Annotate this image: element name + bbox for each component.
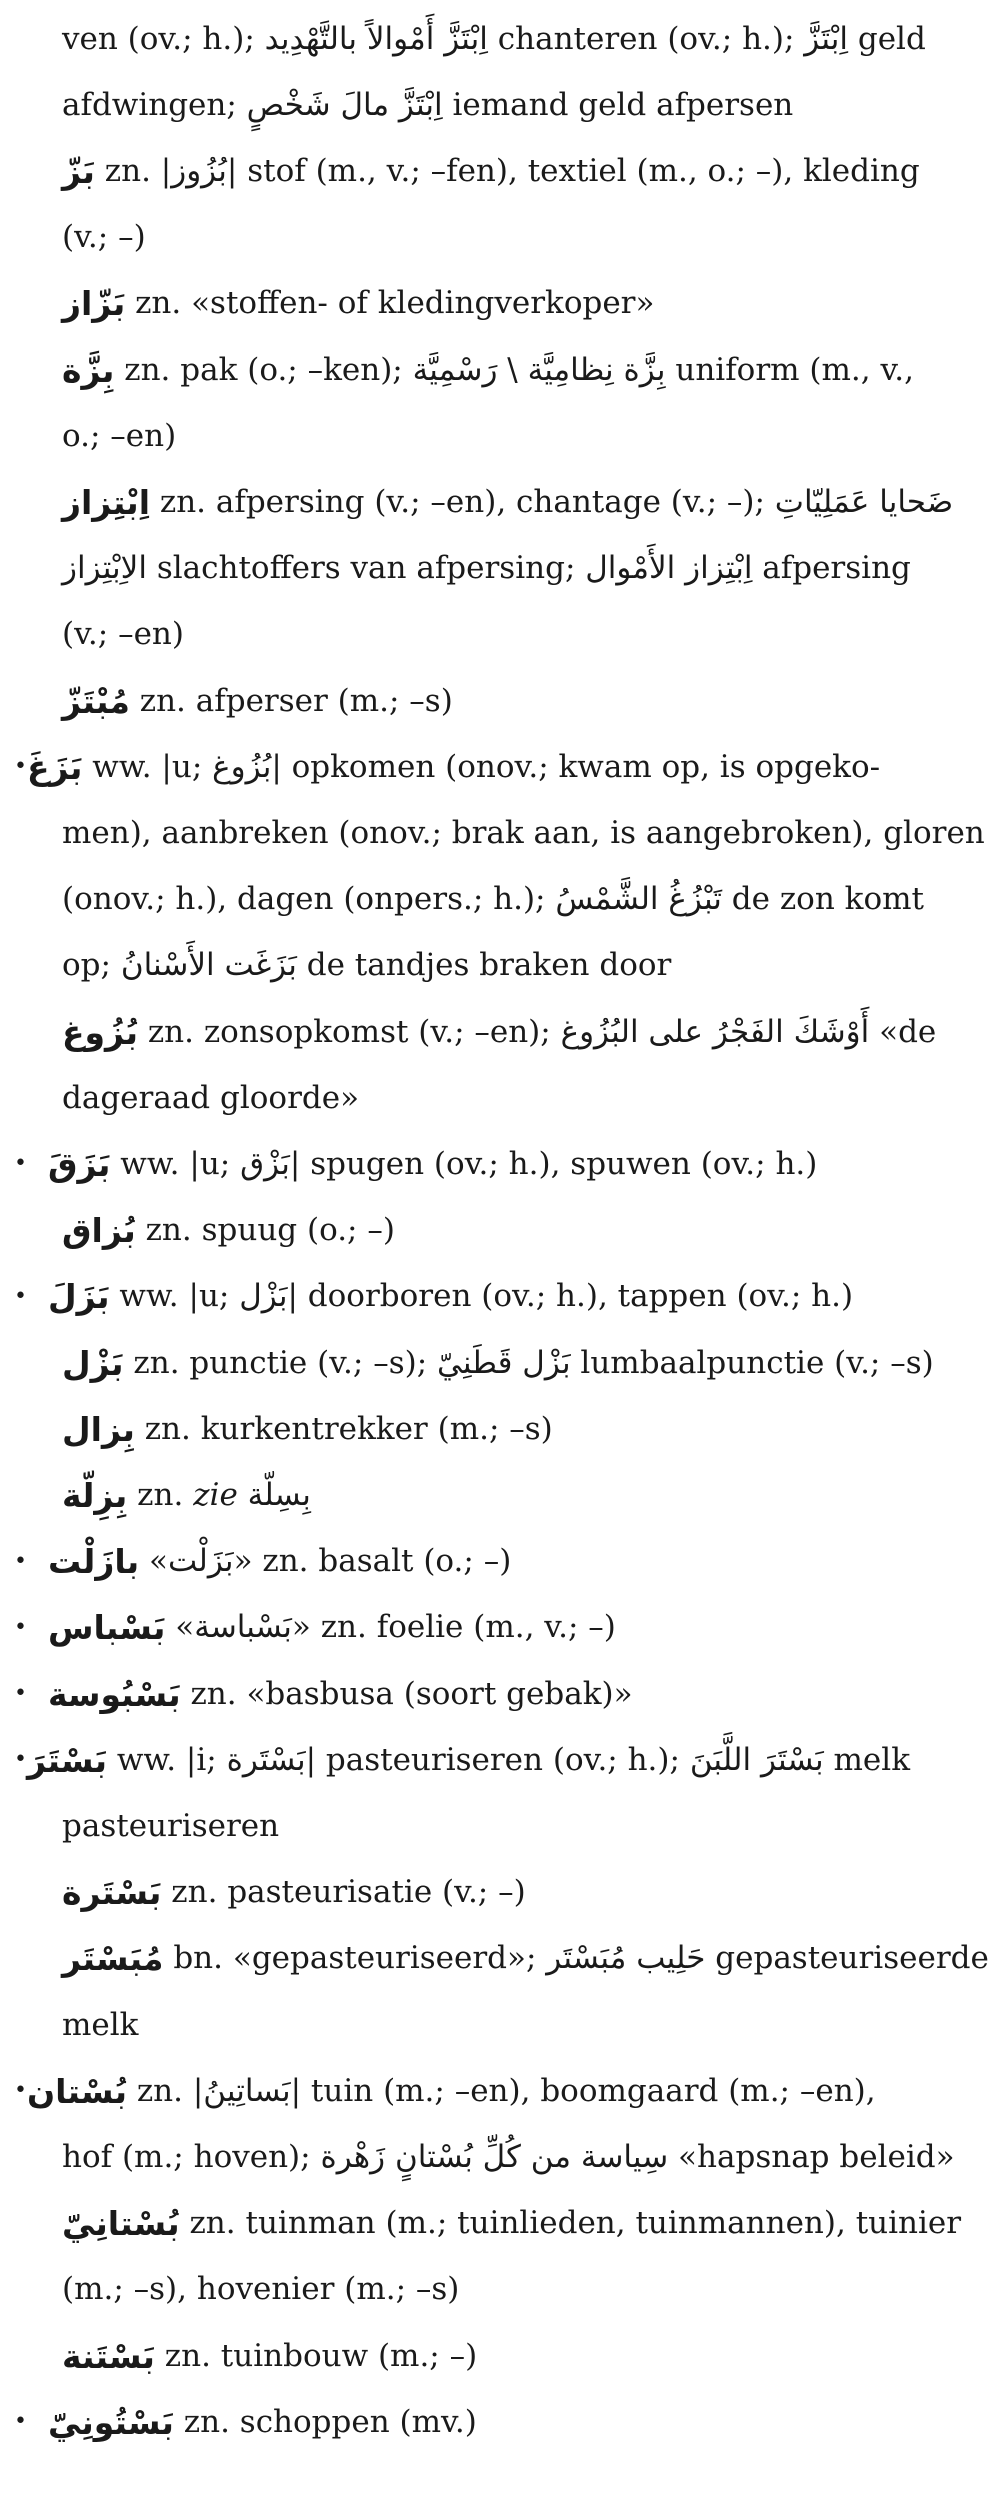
headword: اِبْتِزاز [62, 482, 151, 522]
dictionary-line [0, 600, 922, 670]
definition-text: | pasteuriseren (ov.; h.); [305, 1741, 690, 1778]
headword: بَسْتَنة [62, 2336, 155, 2376]
arabic-text: اِبْتِزاز الأَمْوال [585, 550, 753, 587]
headword: مُبَسْتَر [62, 1939, 164, 1979]
dictionary-line [0, 4, 926, 74]
definition-text: zn. tuinbouw (m.; –) [154, 2337, 478, 2374]
definition-text: zn. «stoffen- of kledingverkoper» [125, 285, 655, 322]
headword: بِزِلّة [62, 1475, 128, 1515]
headword: بَسْتَرَ [26, 1740, 107, 1780]
arabic-text: بَزْل [239, 1278, 288, 1315]
definition-text: | stof (m., v.; –fen), textiel (m., o.; –), kleding [226, 152, 920, 189]
dictionary-line [0, 1659, 874, 1729]
dictionary-line [0, 2056, 874, 2126]
definition-text: ww. |i; [106, 1741, 227, 1778]
arabic-text: اِبْتَزَّ [804, 20, 848, 57]
dictionary-line [0, 2321, 922, 2391]
dictionary-line [0, 1527, 874, 1597]
dictionary-line [0, 1593, 874, 1663]
headword: بُسْتان [26, 2071, 127, 2111]
dictionary-line [0, 1990, 922, 2060]
definition-text: zn. tuinman (m.; tuinlieden, tuinmannen), tuinier [179, 2205, 962, 2242]
definition-text: zn. [127, 1476, 194, 1513]
definition-text: uniform (m., v., [665, 351, 914, 388]
definition-text: zn. punctie (v.; –s); [123, 1344, 438, 1381]
definition-text: | doorboren (ov.; h.), tappen (ov.; h.) [287, 1278, 854, 1315]
definition-text: zn. spuug (o.; –) [135, 1212, 395, 1249]
dictionary-line [0, 70, 922, 140]
definition-text: zn. schoppen (mv.) [173, 2403, 477, 2440]
dictionary-line [0, 1328, 934, 1398]
definition-text: afdwingen; [62, 86, 247, 123]
definition-text: » zn. foelie (m., v.; –) [291, 1609, 616, 1646]
headword: بَسْتُونِيّ [48, 2402, 174, 2442]
arabic-text: تَبْزُغُ الشَّمْسُ [555, 881, 722, 918]
definition-text: men), aanbreken (onov.; brak aan, is aangebroken), gloren [62, 814, 985, 851]
definition-text: slachtoffers van afpersing; [146, 550, 586, 587]
dictionary-line [0, 865, 922, 935]
definition-text: de zon komt [721, 881, 924, 918]
dictionary-line [0, 1262, 874, 1332]
definition-text: melk [62, 2006, 139, 2043]
headword: بَزّاز [62, 284, 126, 324]
definition-text: zn. zonsopkomst (v.; –en); [137, 1013, 561, 1050]
definition-text: op; [62, 947, 121, 984]
arabic-text: الاِبْتِزاز [62, 550, 147, 587]
arabic-text: بَسْتَرة [226, 1741, 306, 1778]
definition-text: | tuin (m.; –en), boomgaard (m.; –en), [290, 2072, 876, 2109]
definition-text: dageraad gloorde» [62, 1079, 360, 1116]
entry-bullet-icon: • [14, 1614, 27, 1640]
dictionary-line [0, 1063, 922, 1133]
dictionary-line [0, 335, 922, 405]
dictionary-line [0, 401, 922, 471]
dictionary-line [0, 203, 922, 273]
dictionary-line [0, 269, 922, 339]
headword: بُسْتانِيّ [62, 2204, 180, 2244]
dictionary-line [0, 1394, 922, 1464]
definition-text: bn. «gepasteuriseerd»; [163, 1940, 547, 1977]
definition-text: melk [823, 1741, 910, 1778]
definition-text: zn. kurkentrekker (m.; –s) [134, 1410, 553, 1447]
dictionary-line [0, 798, 985, 868]
definition-text: zn. «basbusa (soort gebak)» [180, 1675, 633, 1712]
definition-text: de tandjes braken door [296, 947, 672, 984]
entry-bullet-icon: • [14, 2409, 27, 2435]
definition-text: zn. | [126, 2072, 204, 2109]
definition-text: ww. |u; [109, 1278, 240, 1315]
entry-bullet-icon: • [14, 1681, 27, 1706]
arabic-text: حَلِيب مُبَسْتَر [546, 1940, 706, 1977]
dictionary-line [0, 1791, 922, 1861]
dictionary-line [0, 1196, 922, 1266]
dictionary-line [0, 666, 922, 736]
definition-text: pasteuriseren [62, 1807, 280, 1844]
definition-text: lumbaalpunctie (v.; –s) [570, 1344, 934, 1381]
definition-text: chanteren (ov.; h.); [487, 20, 805, 57]
definition-text: geld [848, 20, 926, 57]
entry-bullet-icon: • [14, 1151, 27, 1177]
headword: بَزَقَ [48, 1144, 111, 1184]
headword: بِزال [62, 1409, 135, 1449]
headword: بِزَّة [62, 350, 115, 390]
definition-text: « [165, 1609, 195, 1646]
dictionary-line [0, 2387, 874, 2457]
entry-bullet-icon: • [14, 1283, 27, 1309]
definition-text: ww. |u; [82, 748, 213, 785]
dictionary-line [0, 732, 881, 802]
definition-text: zn. | [94, 152, 172, 189]
headword: بَزّ [62, 151, 95, 191]
headword: بَزْل [62, 1343, 124, 1383]
arabic-text: بَزْل قَطَنِيّ [437, 1344, 571, 1381]
arabic-text: بَزَلْت [167, 1543, 234, 1580]
arabic-text: بَزَغَت الأَسْنانُ [120, 947, 297, 984]
definition-text: afpersing [752, 550, 911, 587]
arabic-text: بَزْق [240, 1145, 290, 1182]
cross-reference-label: zie [193, 1476, 238, 1513]
arabic-text: سِياسة من كُلِّ بُسْتانٍ زَهْرة [320, 2138, 669, 2175]
definition-text: (onov.; h.), dagen (onpers.; h.); [62, 881, 556, 918]
entry-bullet-icon: • [14, 754, 27, 780]
dictionary-line [0, 997, 937, 1067]
definition-text: « [139, 1543, 168, 1580]
dictionary-line [0, 1460, 922, 1530]
entry-bullet-icon: • [14, 1747, 27, 1773]
arabic-text: بَسْتَرَ اللَّبَنَ [689, 1741, 824, 1778]
definition-text: (v.; –en) [62, 616, 184, 653]
headword: بازَلْت [48, 1542, 140, 1582]
headword: بَسْتَرة [62, 1873, 162, 1913]
headword: بَزَغَ [26, 747, 83, 787]
definition-text: zn. afperser (m.; –s) [129, 682, 453, 719]
definition-text: » zn. basalt (o.; –) [233, 1543, 512, 1580]
dictionary-line [0, 2122, 955, 2192]
definition-text: «de [869, 1013, 937, 1050]
definition-text: hof (m.; hoven); [62, 2138, 321, 2175]
arabic-text: اِبْتَزَّ أَمْوالاً بالتَّهْدِيد [264, 20, 488, 57]
dictionary-line [0, 136, 922, 206]
arabic-text: بَساتِينُ [203, 2072, 291, 2109]
definition-text [238, 1480, 248, 1511]
definition-text: (m.; –s), hovenier (m.; –s) [62, 2271, 460, 2308]
definition-text: | opkomen (onov.; kwam op, is opgeko- [271, 748, 881, 785]
definition-text: zn. pasteurisatie (v.; –) [161, 1874, 526, 1911]
definition-text: iemand geld afpersen [442, 86, 794, 123]
headword: مُبْتَزّ [62, 681, 130, 721]
definition-text: «hapsnap beleid» [668, 2138, 955, 2175]
dictionary-line [0, 1858, 922, 1928]
arabic-text: بُزُوغ [212, 748, 272, 785]
arabic-text: ضَحايا عَمَلِيّاتِ [774, 483, 954, 520]
entry-bullet-icon: • [14, 1548, 27, 1574]
dictionary-line [0, 2189, 962, 2259]
definition-text: (v.; –) [62, 219, 146, 256]
definition-text: ww. |u; [110, 1145, 241, 1182]
dictionary-line [0, 2255, 922, 2325]
dictionary-line [0, 931, 922, 1001]
headword: بُزُوغ [62, 1012, 138, 1052]
headword: بَسْبُوسة [48, 1674, 181, 1714]
definition-text: zn. afpersing (v.; –en), chantage (v.; –); [150, 483, 775, 520]
arabic-text: أَوْشَكَ الفَجْرُ على البُزُوغ [560, 1013, 870, 1050]
definition-text: ven (ov.; h.); [62, 20, 265, 57]
dictionary-line [0, 1725, 910, 1795]
definition-text: o.; –en) [62, 417, 177, 454]
entry-bullet-icon: • [14, 2078, 27, 2104]
definition-text: gepasteuriseerde [705, 1940, 989, 1977]
arabic-text: بِزَّة نِظامِيَّة \ رَسْمِيَّة [412, 351, 666, 388]
arabic-text: بِسِلّة [247, 1476, 311, 1513]
headword: بَزَلَ [48, 1277, 110, 1317]
dictionary-line [0, 534, 922, 604]
arabic-text: بَسْباسة [194, 1609, 292, 1646]
definition-text: zn. pak (o.; –ken); [114, 351, 413, 388]
arabic-text: بُزُوز [171, 152, 227, 189]
headword: بُزاق [62, 1211, 136, 1251]
dictionary-line [0, 467, 954, 537]
arabic-text: اِبْتَزَّ مالَ شَخْصٍ [246, 86, 443, 123]
dictionary-line [0, 1924, 989, 1994]
headword: بَسْباس [48, 1608, 166, 1648]
definition-text: | spugen (ov.; h.), spuwen (ov.; h.) [289, 1145, 818, 1182]
dictionary-line [0, 1129, 874, 1199]
